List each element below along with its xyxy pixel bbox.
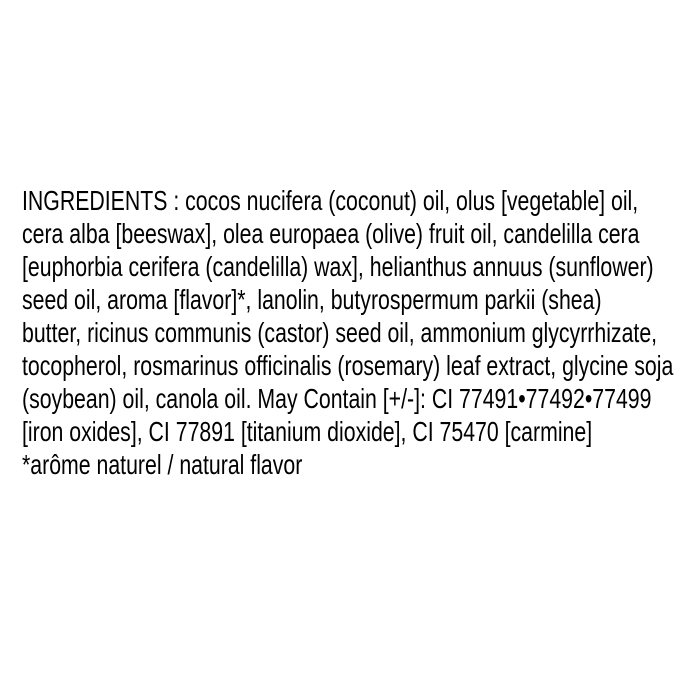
ingredients-line: INGREDIENTS : cocos nucifera (coconut) oil, olus [vegetable] oil, — [22, 185, 639, 216]
ingredients-text-block — [22, 184, 673, 481]
ingredients-line: seed oil, aroma [flavor]*, lanolin, butyrospermum parkii (shea) — [22, 284, 602, 315]
ingredients-line: (soybean) oil, canola oil. May Contain [+/-]: CI 77491•77492•77499 — [22, 383, 652, 414]
ingredients-line: butter, ricinus communis (castor) seed oil, ammonium glycyrrhizate, — [22, 317, 658, 348]
ingredients-line: [euphorbia cerifera (candelilla) wax], helianthus annuus (sunflower) — [22, 251, 654, 282]
ingredients-line: tocopherol, rosmarinus officinalis (rosemary) leaf extract, glycine soja — [22, 350, 674, 381]
ingredients-footnote-line: *arôme naturel / natural flavor — [22, 449, 303, 480]
ingredients-line: [iron oxides], CI 77891 [titanium dioxide], CI 75470 [carmine] — [22, 416, 593, 447]
ingredients-line: cera alba [beeswax], olea europaea (olive) fruit oil, candelilla cera — [22, 218, 640, 249]
